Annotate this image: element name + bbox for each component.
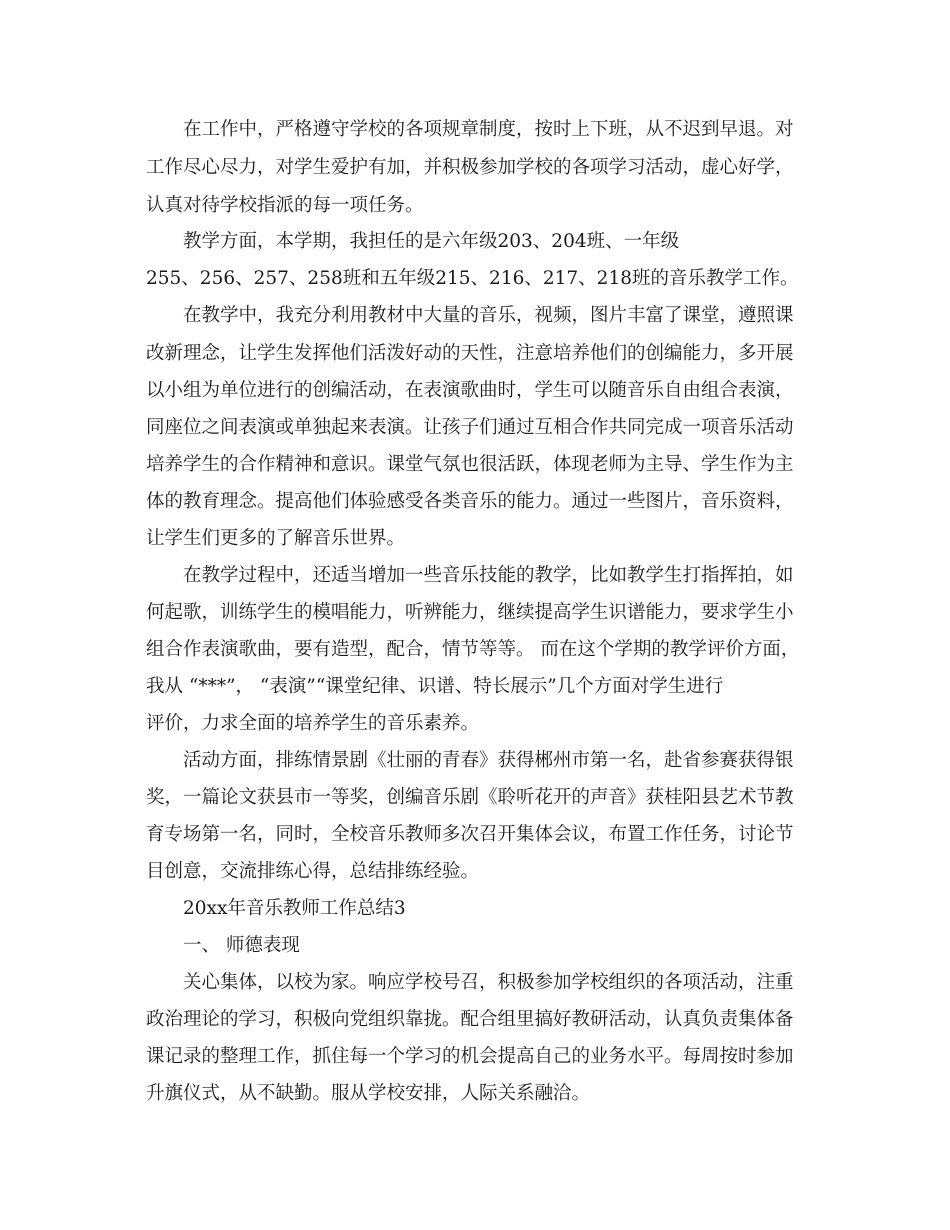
text-line-13: 在教学过程中，还适当增加一些音乐技能的教学，比如教学生打指挥拍，如 (183, 565, 794, 586)
text-line-26: 课记录的整理工作，抓住每一个学习的机会提高自己的业务水平。每周按时参加 (146, 1046, 794, 1067)
text-line-6: 在教学中，我充分利用教材中大量的音乐，视频，图片丰富了课堂，遵照课 (183, 305, 794, 326)
text-line-19: 奖，一篇论文获县市一等奖，创编音乐剧《聆听花开的声音》获桂阳县艺术节教 (146, 787, 794, 808)
text-line-16: 我从 “***”， “表演”“课堂纪律、识谱、特长展示”几个方面对学生进行 (146, 676, 724, 697)
text-line-2: 工作尽心尽力，对学生爱护有加，并积极参加学校的各项学习活动，虚心好学， (146, 157, 794, 178)
section-heading: 20xx年音乐教师工作总结3 (183, 898, 406, 919)
text-line-4: 教学方面，本学期，我担任的是六年级203、204班、一年级 (183, 231, 680, 252)
text-line-21: 目创意，交流排练心得，总结排练经验。 (146, 861, 480, 882)
text-line-9: 同座位之间表演或单独起来表演。让孩子们通过互相合作共同完成一项音乐活动 (146, 417, 794, 438)
text-line-3: 认真对待学校指派的每一项任务。 (146, 195, 424, 216)
text-line-24: 关心集体，以校为家。响应学校号召，积极参加学校组织的各项活动，注重 (183, 972, 794, 993)
text-line-27: 升旗仪式，从不缺勤。服从学校安排，人际关系融洽。 (146, 1083, 591, 1104)
text-line-10: 培养学生的合作精神和意识。课堂气氛也很活跃，体现老师为主导、学生作为主 (146, 454, 794, 475)
text-line-7: 改新理念，让学生发挥他们活泼好动的天性，注意培养他们的创编能力，多开展 (146, 343, 794, 364)
text-line-17: 评价，力求全面的培养学生的音乐素养。 (146, 713, 480, 734)
subsection-heading: 一、 师德表现 (183, 935, 300, 956)
text-line-18: 活动方面，排练情景剧《壮丽的青春》获得郴州市第一名，赴省参赛获得银 (183, 750, 794, 771)
text-line-8: 以小组为单位进行的创编活动，在表演歌曲时，学生可以随音乐自由组合表演， (146, 380, 794, 401)
text-line-11: 体的教育理念。提高他们体验感受各类音乐的能力。通过一些图片，音乐资料， (146, 491, 794, 512)
text-line-12: 让学生们更多的了解音乐世界。 (146, 528, 406, 549)
text-line-15: 组合作表演歌曲，要有造型，配合，情节等等。 而在这个学期的教学评价方面， (146, 639, 800, 660)
text-line-20: 育专场第一名，同时，全校音乐教师多次召开集体会议，布置工作任务，讨论节 (146, 824, 794, 845)
text-line-5: 255、256、257、258班和五年级215、216、217、218班的音乐教学工作。 (146, 268, 799, 289)
text-line-14: 何起歌，训练学生的模唱能力，听辨能力，继续提高学生识谱能力，要求学生小 (146, 602, 794, 623)
text-line-25: 政治理论的学习，积极向党组织靠拢。配合组里搞好教研活动，认真负责集体备 (146, 1009, 794, 1030)
text-line-1: 在工作中，严格遵守学校的各项规章制度，按时上下班，从不迟到早退。对 (183, 119, 794, 140)
